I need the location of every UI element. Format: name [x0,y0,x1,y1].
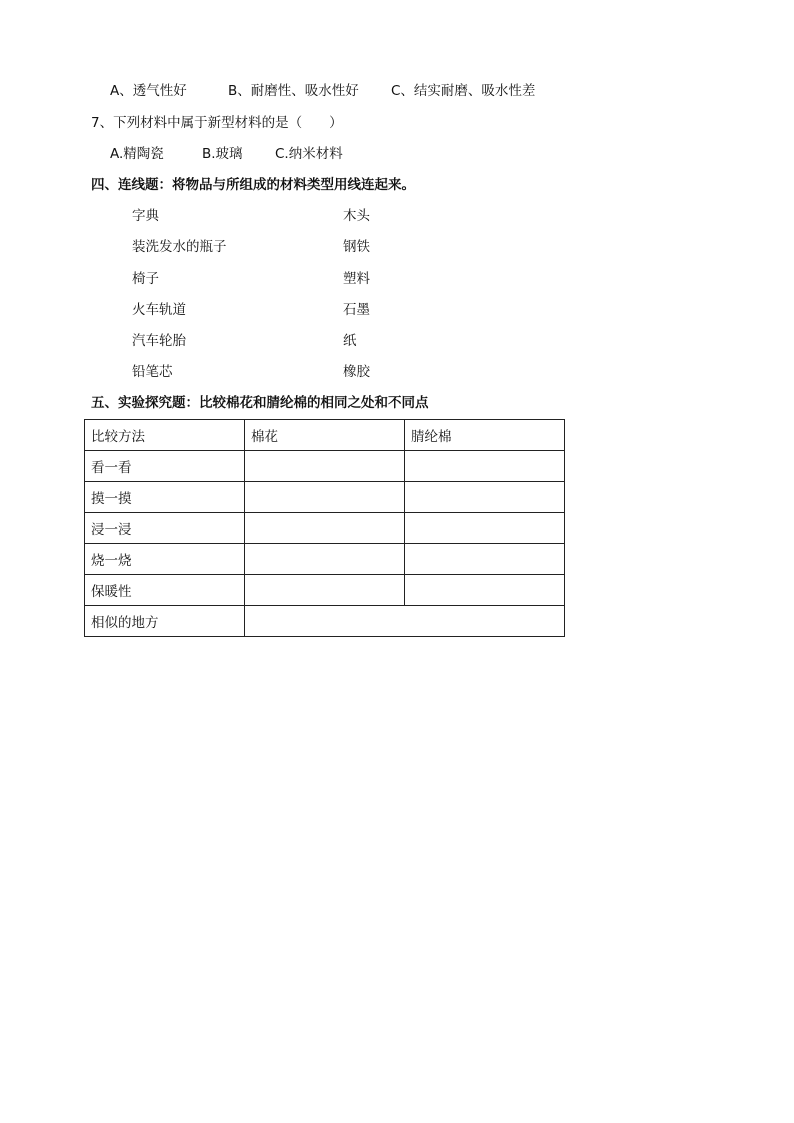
answer-cell[interactable] [245,451,405,482]
answer-cell[interactable] [245,482,405,513]
answer-cell[interactable] [405,482,565,513]
row-label: 烧一烧 [85,544,245,575]
q6-option-c: C、结实耐磨、吸水性差 [391,83,536,99]
row-label: 保暖性 [85,575,245,606]
table-row [85,482,565,513]
q6-option-b: B、耐磨性、吸水性好 [228,83,359,99]
section4-title: 四、连线题：将物品与所组成的材料类型用线连起来。 [91,177,415,193]
q7-option-a: A.精陶瓷 [110,146,164,162]
answer-cell[interactable] [245,544,405,575]
table-row [85,513,565,544]
table-row [85,451,565,482]
table-header-cell: 棉花 [245,420,405,451]
answer-cell[interactable] [405,544,565,575]
row-label: 看一看 [85,451,245,482]
match-left-item: 椅子 [132,271,159,287]
match-right-item: 橡胶 [343,364,370,380]
match-left-item: 字典 [132,208,159,224]
match-left-item: 汽车轮胎 [132,333,186,349]
q6-option-a: A、透气性好 [110,83,187,99]
row-label: 摸一摸 [85,482,245,513]
match-left-item: 装洗发水的瓶子 [132,239,227,255]
match-right-item: 木头 [343,208,370,224]
match-left-item: 铅笔芯 [132,364,173,380]
answer-cell[interactable] [245,575,405,606]
table-header-cell: 腈纶棉 [405,420,565,451]
table-header-cell: 比较方法 [85,420,245,451]
answer-cell[interactable] [405,575,565,606]
match-right-item: 纸 [343,333,357,349]
comparison-table [84,419,565,637]
table-row [85,544,565,575]
match-right-item: 钢铁 [343,239,370,255]
row-label: 相似的地方 [85,606,245,637]
answer-cell-merged[interactable] [245,606,565,637]
match-right-item: 塑料 [343,271,370,287]
table-row [85,606,565,637]
q7-question: 7、下列材料中属于新型材料的是（ ） [91,115,343,131]
row-label: 浸一浸 [85,513,245,544]
answer-cell[interactable] [405,451,565,482]
table-row [85,575,565,606]
match-right-item: 石墨 [343,302,370,318]
answer-cell[interactable] [405,513,565,544]
table-header-row [85,420,565,451]
match-left-item: 火车轨道 [132,302,186,318]
q7-option-c: C.纳米材料 [275,146,343,162]
section5-title: 五、实验探究题：比较棉花和腈纶棉的相同之处和不同点 [91,395,429,411]
q7-option-b: B.玻璃 [202,146,243,162]
answer-cell[interactable] [245,513,405,544]
